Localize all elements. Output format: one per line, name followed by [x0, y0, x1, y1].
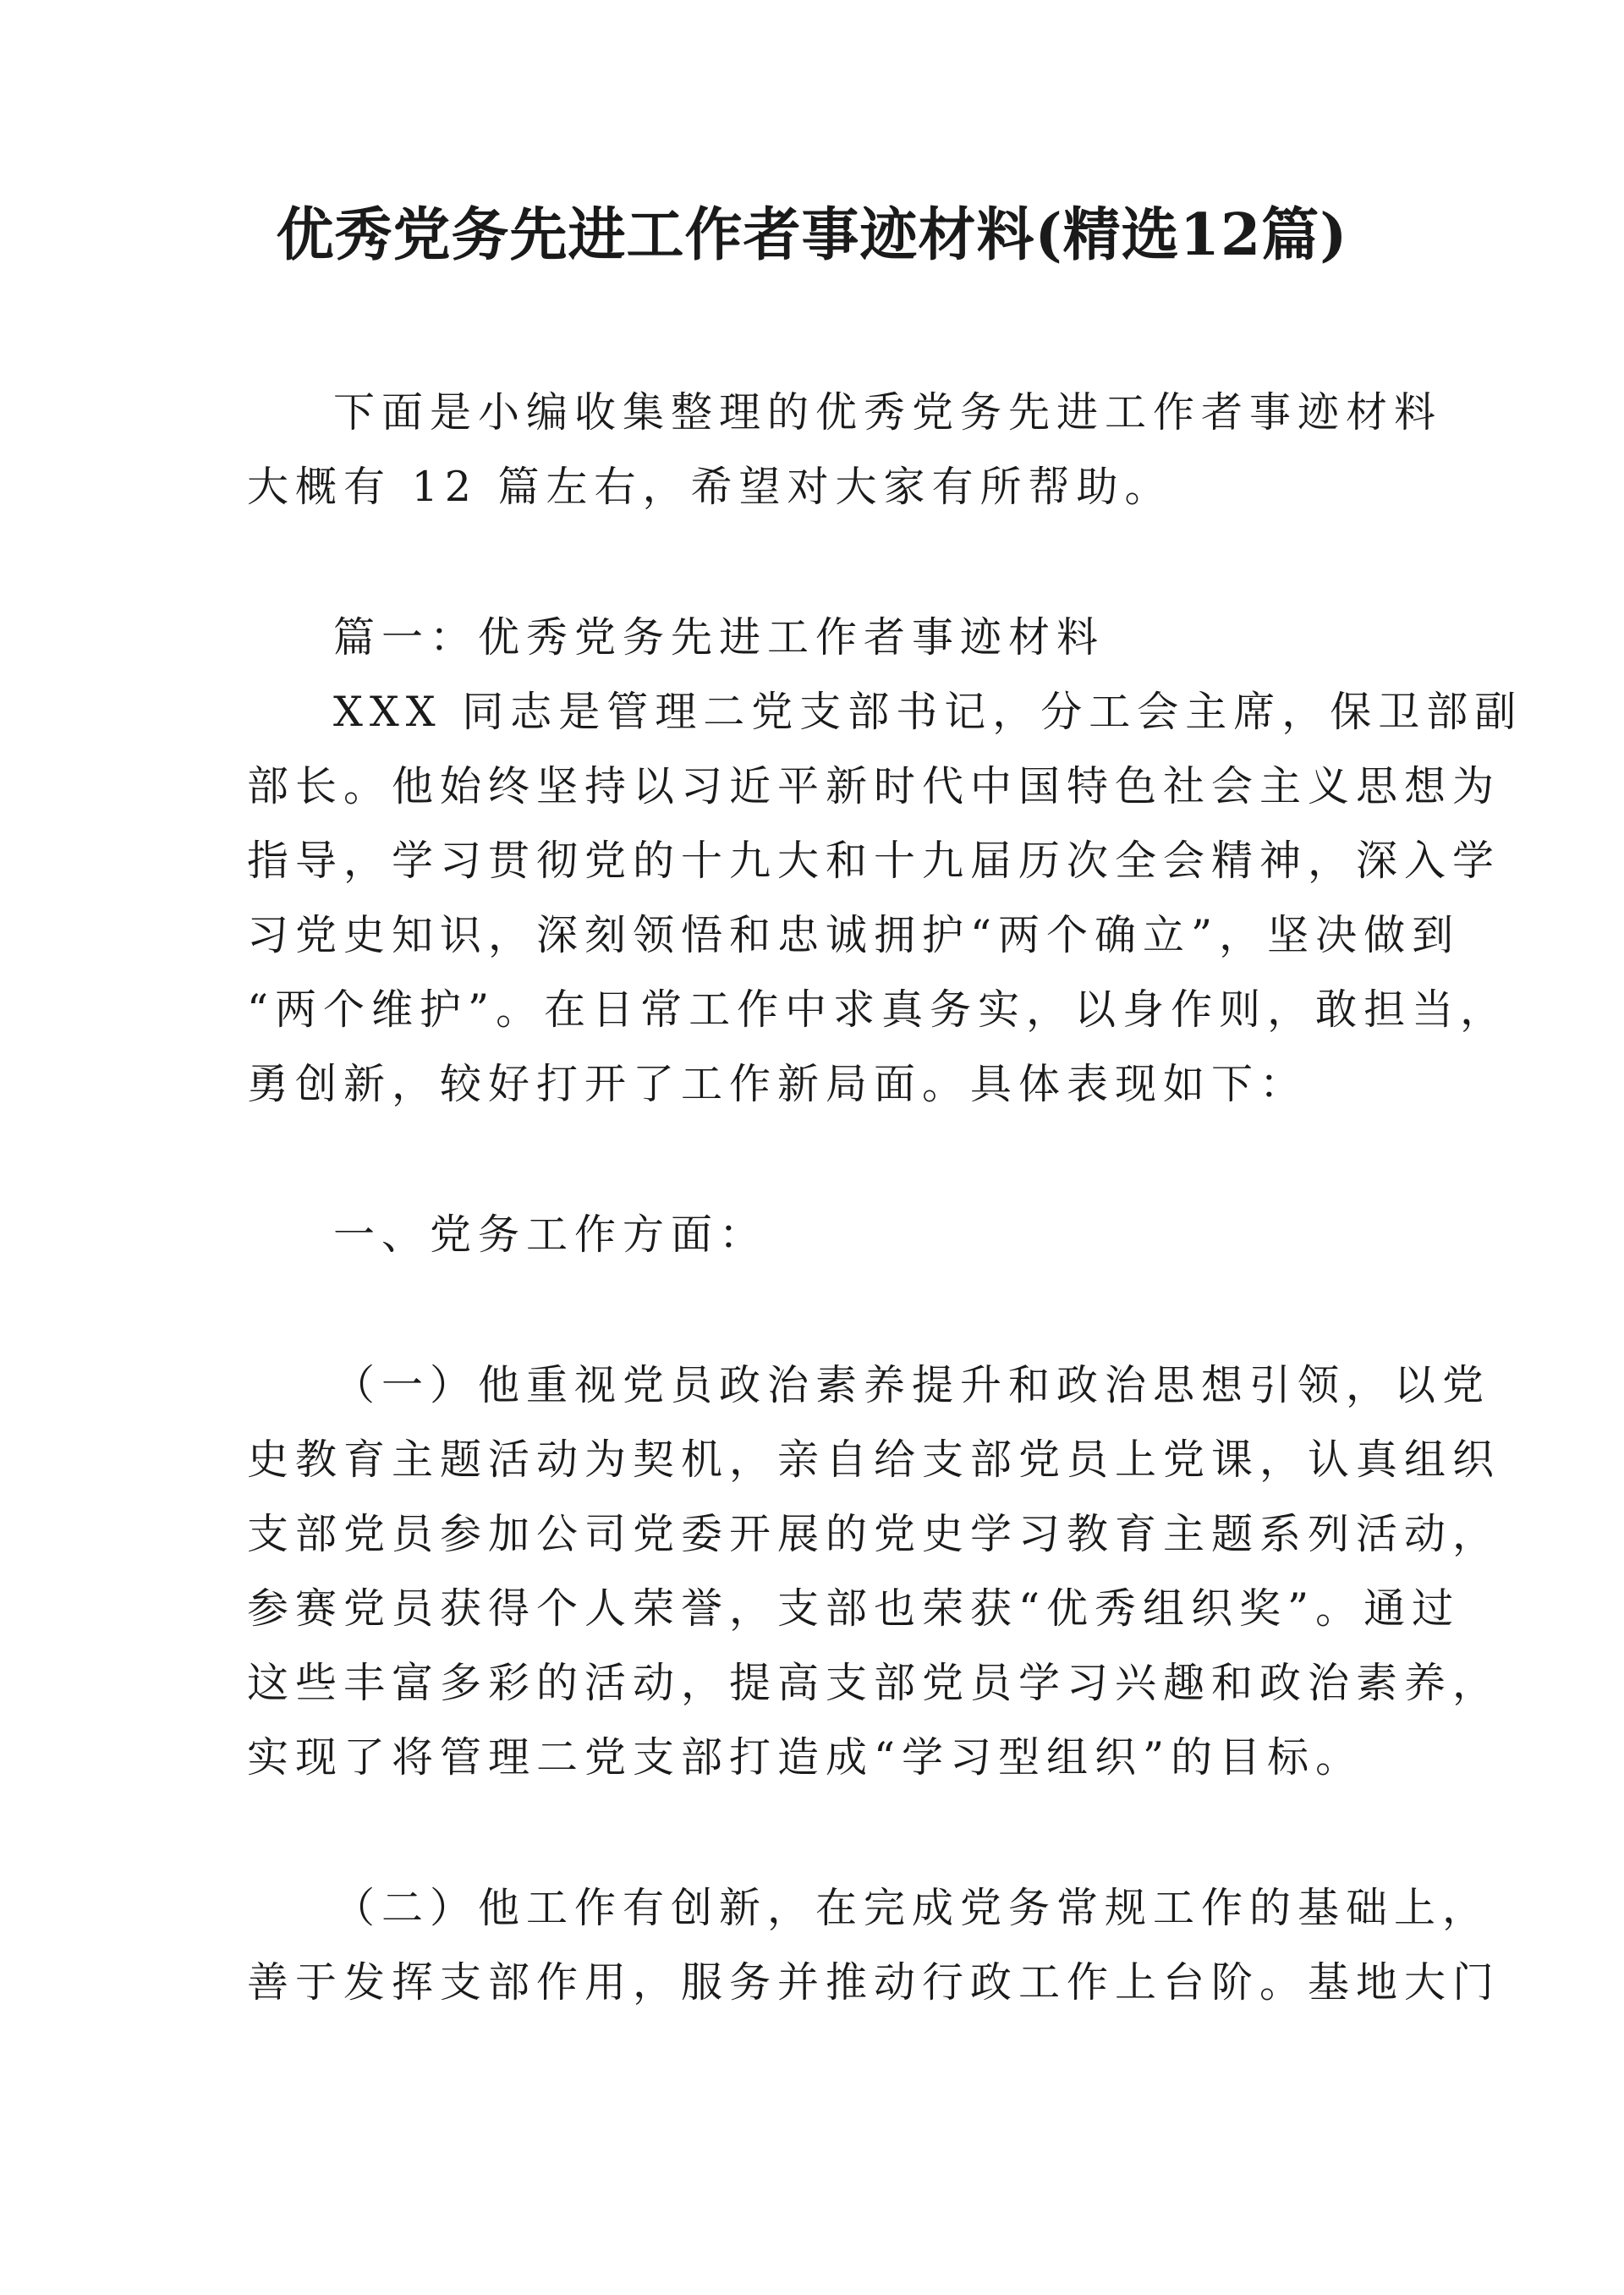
- paragraph-1-line-1: XXX 同志是管理二党支部书记，分工会主席，保卫部副: [333, 688, 1523, 736]
- paragraph-2-line-1: （一）他重视党员政治素养提升和政治思想引领，以党: [333, 1361, 1491, 1409]
- paragraph-1-line-6: 勇创新，较好打开了工作新局面。具体表现如下：: [247, 1060, 1309, 1108]
- paragraph-1-line-2: 部长。他始终坚持以习近平新时代中国特色社会主义思想为: [247, 762, 1501, 810]
- document-title: 优秀党务先进工作者事迹材料(精选12篇): [276, 201, 1348, 269]
- paragraph-1-line-4: 习党史知识，深刻领悟和忠诚拥护“两个确立”，坚决做到: [247, 911, 1461, 959]
- paragraph-2-line-5: 这些丰富多彩的活动，提高支部党员学习兴趣和政治素养，: [247, 1659, 1501, 1707]
- paragraph-3-line-1: （二）他工作有创新，在完成党务常规工作的基础上，: [333, 1884, 1491, 1932]
- section-heading: 篇一：优秀党务先进工作者事迹材料: [333, 613, 1106, 662]
- paragraph-2-line-4: 参赛党员获得个人荣誉，支部也荣获“优秀组织奖”。通过: [247, 1584, 1461, 1633]
- paragraph-2-line-6: 实现了将管理二党支部打造成“学习型组织”的目标。: [247, 1733, 1364, 1782]
- intro-line-1: 下面是小编收集整理的优秀党务先进工作者事迹材料: [333, 388, 1443, 436]
- paragraph-1-line-5: “两个维护”。在日常工作中求真务实，以身作则，敢担当，: [247, 986, 1509, 1034]
- paragraph-2-line-2: 史教育主题活动为契机，亲自给支部党员上党课，认真组织: [247, 1436, 1501, 1484]
- paragraph-3-line-2: 善于发挥支部作用，服务并推动行政工作上台阶。基地大门: [247, 1958, 1501, 2007]
- paragraph-2-line-3: 支部党员参加公司党委开展的党史学习教育主题系列活动，: [247, 1510, 1501, 1558]
- intro-line-2: 大概有 12 篇左右，希望对大家有所帮助。: [247, 463, 1173, 511]
- paragraph-1-line-3: 指导，学习贯彻党的十九大和十九届历次全会精神，深入学: [247, 837, 1501, 885]
- subsection-heading: 一、党务工作方面：: [333, 1211, 768, 1259]
